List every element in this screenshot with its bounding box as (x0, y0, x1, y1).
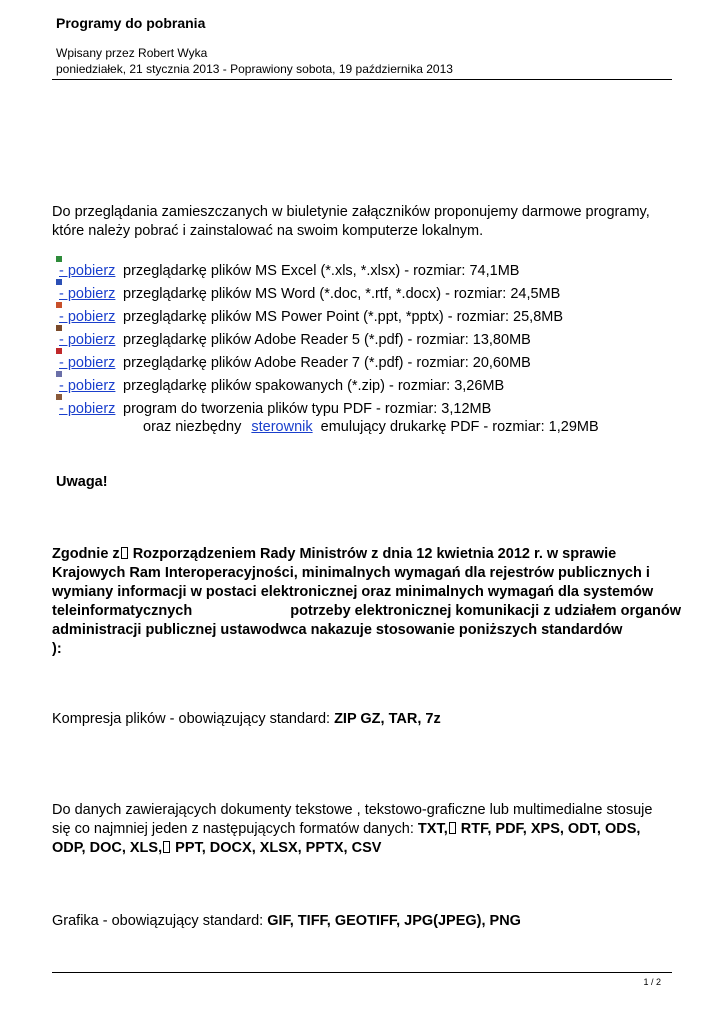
driver-download-link[interactable]: sterownik (251, 419, 313, 435)
download-link[interactable]: - pobierz (59, 378, 116, 394)
download-description: program do tworzenia plików typu PDF - rozmiar: 3,12MB (123, 401, 492, 417)
download-link[interactable]: - pobierz (59, 401, 116, 417)
intro-line-2: które należy pobrać i zainstalować na swoim komputerze lokalnym. (52, 223, 484, 239)
regulation-line-3: wymiany informacji w postaci elektronicznej oraz minimalnych wymagań dla systemów (52, 584, 654, 600)
word-icon[interactable] (56, 279, 62, 285)
download-link[interactable]: - pobierz (59, 332, 116, 348)
compression-label: Kompresja plików - obowiązujący standard: (52, 711, 335, 727)
driver-prefix: oraz niezbędny (143, 419, 242, 435)
graphics-line (52, 912, 677, 931)
documents-line-2b: TXT, (417, 821, 448, 837)
download-description: przeglądarkę plików spakowanych (*.zip) - rozmiar: 3,26MB (123, 378, 505, 394)
documents-paragraph (52, 801, 702, 858)
pdf-printer-icon[interactable] (56, 394, 62, 400)
regulation-line-1a: Zgodnie z (52, 546, 120, 562)
adobe-icon[interactable] (56, 325, 62, 331)
powerpoint-icon[interactable] (56, 302, 62, 308)
compression-value: ZIP GZ, TAR, 7z (334, 711, 441, 727)
regulation-line-4b: potrzeby elektronicznej komunikacji z udziałem organów (290, 603, 681, 619)
driver-line (143, 419, 599, 435)
page-number: 1 / 2 (643, 977, 661, 987)
documents-line-3a: ODP, DOC, XLS, (52, 840, 163, 856)
missing-glyph-icon (449, 822, 456, 834)
download-description: przeglądarkę plików Adobe Reader 7 (*.pdf) - rozmiar: 20,60MB (123, 355, 531, 371)
missing-glyph-icon (121, 547, 128, 559)
download-description: przeglądarkę plików Adobe Reader 5 (*.pdf) - rozmiar: 13,80MB (123, 332, 531, 348)
download-link[interactable]: - pobierz (59, 309, 116, 325)
regulation-line-5: administracji publicznej ustawodwca nakazuje stosowanie poniższych standardów (52, 622, 623, 638)
missing-glyph-icon (163, 841, 170, 853)
download-link[interactable]: - pobierz (59, 355, 116, 371)
download-link[interactable]: - pobierz (59, 286, 116, 302)
adobe-icon[interactable] (56, 348, 62, 354)
documents-line-1: Do danych zawierających dokumenty tekstowe , tekstowo-graficzne lub multimedialne stosuje (52, 802, 653, 818)
intro-line-1: Do przeglądania zamieszczanych w biuletynie załączników proponujemy darmowe programy, (52, 204, 650, 220)
download-description: przeglądarkę plików MS Excel (*.xls, *.xlsx) - rozmiar: 74,1MB (123, 263, 520, 279)
download-link[interactable]: - pobierz (59, 263, 116, 279)
driver-suffix: emulujący drukarkę PDF - rozmiar: 1,29MB (320, 419, 599, 435)
author-line: Wpisany przez Robert Wyka (56, 46, 208, 60)
footer-divider (52, 972, 672, 973)
warning-heading: Uwaga! (56, 474, 108, 490)
documents-line-2c: RTF, PDF, XPS, ODT, ODS, (456, 821, 641, 837)
regulation-line-4a: teleinformatycznych (52, 603, 193, 619)
regulation-paragraph (52, 545, 702, 659)
regulation-line-1b: Rozporządzeniem Rady Ministrów z dnia 12 kwietnia 2012 r. w sprawie (128, 546, 617, 562)
compression-line (52, 710, 677, 729)
download-description: przeglądarkę plików MS Power Point (*.ppt, *pptx) - rozmiar: 25,8MB (123, 309, 564, 325)
page-title: Programy do pobrania (56, 15, 206, 31)
download-description: przeglądarkę plików MS Word (*.doc, *.rtf, *.docx) - rozmiar: 24,5MB (123, 286, 561, 302)
documents-line-3b: PPT, DOCX, XLSX, PPTX, CSV (171, 840, 382, 856)
graphics-label: Grafika - obowiązujący standard: (52, 913, 268, 929)
excel-icon[interactable] (56, 256, 62, 262)
documents-line-2a: się co najmniej jeden z następujących formatów danych: (52, 821, 418, 837)
regulation-line-6: ): (52, 641, 62, 657)
dates-line: poniedziałek, 21 stycznia 2013 - Poprawiony sobota, 19 października 2013 (56, 62, 453, 76)
zip-icon[interactable] (56, 371, 62, 377)
regulation-line-2: Krajowych Ram Interoperacyjności, minimalnych wymagań dla rejestrów publicznych i (52, 565, 650, 581)
graphics-value: GIF, TIFF, GEOTIFF, JPG(JPEG), PNG (267, 913, 521, 929)
header-divider (52, 79, 672, 80)
